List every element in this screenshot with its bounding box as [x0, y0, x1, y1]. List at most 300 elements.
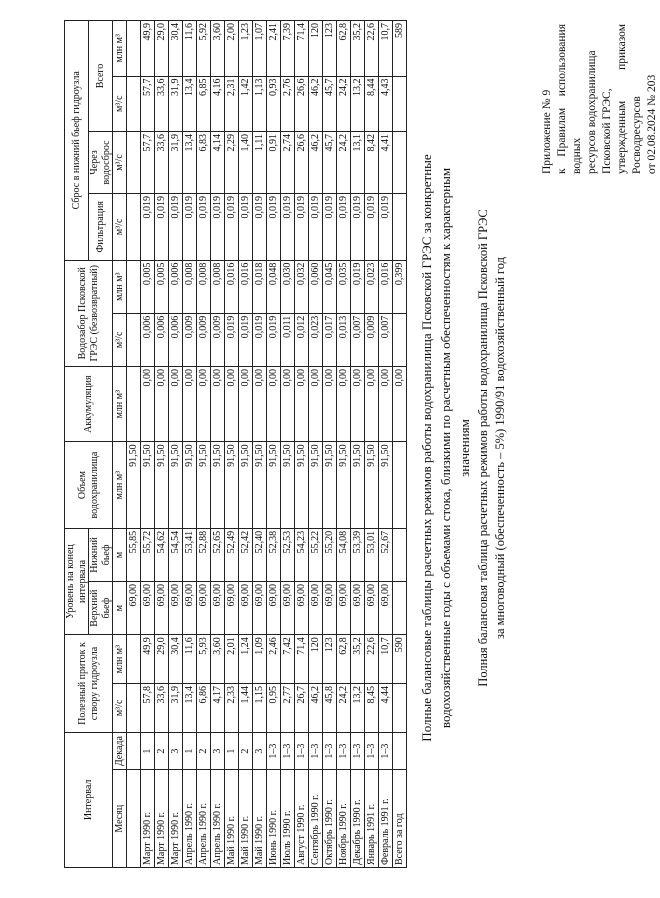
- table-row: [211, 21, 225, 868]
- cell-lower-level: 53,01: [365, 528, 379, 581]
- cell-upper-level: 69,00: [267, 582, 281, 635]
- cell-total-m3s: 2,76: [281, 76, 295, 131]
- cell-decade: 1–3: [295, 732, 309, 770]
- appendix-header: [540, 24, 660, 174]
- cell-accumulation: 0,00: [379, 366, 393, 441]
- cell-total-mln: 62,8: [337, 21, 351, 77]
- cell-spillway: 13,4: [183, 131, 197, 193]
- cell-decade: 1: [183, 732, 197, 770]
- cell-total-m3s: [127, 76, 141, 131]
- cell-decade: 1–3: [323, 732, 337, 770]
- cell-total-m3s: 57,7: [141, 76, 155, 131]
- cell-inflow-m3s: 26,7: [295, 684, 309, 733]
- table-row: [155, 21, 169, 868]
- cell-intake-m3s: 0,023: [309, 313, 323, 366]
- cell-total-mln: 1,23: [239, 21, 253, 77]
- cell-volume: 91,50: [155, 442, 169, 528]
- appendix-line: к Правилам использования водных: [555, 24, 583, 174]
- cell-accumulation: 0,00: [337, 366, 351, 441]
- cell-filtration: 0,019: [253, 194, 267, 261]
- cell-inflow-m3s: [393, 684, 407, 733]
- table-row: [141, 21, 155, 868]
- cell-upper-level: 69,00: [211, 582, 225, 635]
- cell-inflow-mln: 35,2: [351, 635, 365, 684]
- cell-month: Апрель 1990 г.: [211, 770, 225, 868]
- table-row: [183, 21, 197, 868]
- cell-upper-level: 69,00: [155, 582, 169, 635]
- cell-upper-level: 69,00: [323, 582, 337, 635]
- cell-volume: 91,50: [225, 442, 239, 528]
- cell-volume: 91,50: [239, 442, 253, 528]
- cell-decade: [127, 732, 141, 770]
- cell-volume: 91,50: [169, 442, 183, 528]
- cell-volume: 91,50: [309, 442, 323, 528]
- cell-accumulation: 0,00: [225, 366, 239, 441]
- cell-inflow-mln: 30,4: [169, 635, 183, 684]
- cell-decade: 1–3: [337, 732, 351, 770]
- cell-lower-level: 52,49: [225, 528, 239, 581]
- units-row: [113, 21, 127, 868]
- cell-lower-level: 54,62: [155, 528, 169, 581]
- cell-intake-mln: 0,016: [225, 260, 239, 313]
- cell-inflow-m3s: 45,8: [323, 684, 337, 733]
- table-row: [337, 21, 351, 868]
- cell-upper-level: 69,00: [351, 582, 365, 635]
- cell-decade: 3: [211, 732, 225, 770]
- cell-upper-level: 69,00: [379, 582, 393, 635]
- cell-filtration: 0,019: [183, 194, 197, 261]
- cell-total-m3s: 8,44: [365, 76, 379, 131]
- appendix-line: утвержденным приказом Росводресурсов: [615, 24, 643, 174]
- unit: млн м³: [113, 442, 127, 528]
- cell-month: Июнь 1990 г.: [267, 770, 281, 868]
- cell-inflow-mln: 11,6: [183, 635, 197, 684]
- cell-lower-level: [393, 528, 407, 581]
- cell-total-m3s: 13,2: [351, 76, 365, 131]
- cell-spillway: 1,40: [239, 131, 253, 193]
- cell-intake-m3s: [393, 313, 407, 366]
- appendix-line: от 02.08.2024 № 203: [645, 74, 658, 174]
- cell-decade: 2: [155, 732, 169, 770]
- cell-intake-m3s: 0,011: [281, 313, 295, 366]
- cell-filtration: 0,019: [351, 194, 365, 261]
- cell-accumulation: 0,00: [211, 366, 225, 441]
- cell-upper-level: 69,00: [197, 582, 211, 635]
- cell-decade: 1–3: [281, 732, 295, 770]
- cell-lower-level: 54,23: [295, 528, 309, 581]
- cell-inflow-mln: 5,93: [197, 635, 211, 684]
- cell-inflow-m3s: 1,44: [239, 684, 253, 733]
- cell-spillway: 13,1: [351, 131, 365, 193]
- document-titles: [418, 98, 510, 798]
- cell-decade: 2: [239, 732, 253, 770]
- header-volume: Объем водохранилища: [65, 442, 113, 528]
- cell-upper-level: 69,00: [309, 582, 323, 635]
- cell-lower-level: 54,08: [337, 528, 351, 581]
- cell-volume: 91,50: [141, 442, 155, 528]
- cell-intake-m3s: 0,007: [351, 313, 365, 366]
- cell-lower-level: 52,40: [253, 528, 267, 581]
- cell-volume: 91,50: [127, 442, 141, 528]
- balance-table: [64, 20, 407, 868]
- table-title: Полная балансовая таблица расчетных режимов работы водохранилища Псковской ГРЭС: [475, 209, 490, 687]
- cell-accumulation: 0,00: [155, 366, 169, 441]
- cell-total-mln: 2,41: [267, 21, 281, 77]
- table-row: [295, 21, 309, 868]
- header-decade: Декада: [113, 732, 127, 770]
- cell-intake-mln: 0,019: [351, 260, 365, 313]
- cell-intake-mln: 0,045: [323, 260, 337, 313]
- cell-accumulation: 0,00: [281, 366, 295, 441]
- cell-total-m3s: 6,85: [197, 76, 211, 131]
- cell-filtration: 0,019: [281, 194, 295, 261]
- cell-total-mln: 35,2: [351, 21, 365, 77]
- cell-month: [127, 770, 141, 868]
- cell-lower-level: 55,20: [323, 528, 337, 581]
- cell-spillway: 33,6: [155, 131, 169, 193]
- cell-total-m3s: [393, 76, 407, 131]
- cell-inflow-mln: 120: [309, 635, 323, 684]
- cell-upper-level: 69,00: [365, 582, 379, 635]
- cell-total-m3s: 31,9: [169, 76, 183, 131]
- cell-intake-m3s: 0,009: [365, 313, 379, 366]
- cell-month: Май 1990 г.: [239, 770, 253, 868]
- cell-total-m3s: 2,31: [225, 76, 239, 131]
- header-level: Уровень на конец интервала: [65, 528, 89, 634]
- cell-inflow-mln: 62,8: [337, 635, 351, 684]
- cell-filtration: 0,019: [197, 194, 211, 261]
- cell-inflow-mln: 123: [323, 635, 337, 684]
- unit: млн м³: [113, 635, 127, 684]
- cell-total-mln: 10,7: [379, 21, 393, 77]
- cell-total-mln: 29,0: [155, 21, 169, 77]
- cell-decade: 1–3: [351, 732, 365, 770]
- cell-intake-mln: [127, 260, 141, 313]
- cell-upper-level: 69,00: [239, 582, 253, 635]
- cell-intake-mln: 0,008: [211, 260, 225, 313]
- cell-accumulation: 0,00: [365, 366, 379, 441]
- cell-spillway: 0,91: [267, 131, 281, 193]
- cell-filtration: [393, 194, 407, 261]
- cell-lower-level: 52,67: [379, 528, 393, 581]
- cell-total-m3s: 1,13: [253, 76, 267, 131]
- cell-spillway: 4,14: [211, 131, 225, 193]
- cell-month: Октябрь 1990 г.: [323, 770, 337, 868]
- cell-accumulation: 0,00: [183, 366, 197, 441]
- cell-total-mln: 1,07: [253, 21, 267, 77]
- main-title: Полные балансовые таблицы расчетных режимов работы водохранилища Псковской ГРЭС за конкретные водохозяйственные годы с объемами стока, близкими по расчетным обеспеченностям к характерным значениям: [419, 154, 472, 742]
- cell-lower-level: 53,41: [183, 528, 197, 581]
- cell-accumulation: 0,00: [267, 366, 281, 441]
- cell-month: Март 1990 г.: [169, 770, 183, 868]
- cell-intake-m3s: 0,013: [337, 313, 351, 366]
- cell-intake-m3s: 0,017: [323, 313, 337, 366]
- cell-month: Март 1990 г.: [155, 770, 169, 868]
- cell-spillway: 26,6: [295, 131, 309, 193]
- table-row: [197, 21, 211, 868]
- cell-inflow-m3s: 1,15: [253, 684, 267, 733]
- cell-intake-mln: 0,399: [393, 260, 407, 313]
- cell-inflow-m3s: 2,33: [225, 684, 239, 733]
- cell-total-mln: 120: [309, 21, 323, 77]
- cell-spillway: 2,29: [225, 131, 239, 193]
- cell-intake-m3s: 0,012: [295, 313, 309, 366]
- cell-upper-level: 69,00: [253, 582, 267, 635]
- cell-intake-mln: 0,032: [295, 260, 309, 313]
- cell-filtration: 0,019: [225, 194, 239, 261]
- table-row: [323, 21, 337, 868]
- cell-accumulation: 0,00: [323, 366, 337, 441]
- cell-intake-m3s: 0,006: [141, 313, 155, 366]
- cell-total-m3s: 33,6: [155, 76, 169, 131]
- cell-upper-level: 69,00: [169, 582, 183, 635]
- cell-total-m3s: 26,6: [295, 76, 309, 131]
- cell-inflow-mln: 29,0: [155, 635, 169, 684]
- cell-filtration: 0,019: [295, 194, 309, 261]
- cell-spillway: 45,7: [323, 131, 337, 193]
- cell-lower-level: 55,22: [309, 528, 323, 581]
- cell-inflow-m3s: 13,2: [351, 684, 365, 733]
- cell-filtration: 0,019: [337, 194, 351, 261]
- cell-spillway: 31,9: [169, 131, 183, 193]
- cell-filtration: 0,019: [239, 194, 253, 261]
- cell-total-mln: 3,60: [211, 21, 225, 77]
- cell-filtration: [127, 194, 141, 261]
- cell-total-m3s: 46,2: [309, 76, 323, 131]
- cell-decade: 1–3: [365, 732, 379, 770]
- cell-intake-mln: 0,018: [253, 260, 267, 313]
- cell-month: Февраль 1991 г.: [379, 770, 393, 868]
- cell-total-m3s: 4,43: [379, 76, 393, 131]
- table-row: [225, 21, 239, 868]
- cell-intake-mln: 0,048: [267, 260, 281, 313]
- cell-lower-level: 55,85: [127, 528, 141, 581]
- cell-accumulation: 0,00: [197, 366, 211, 441]
- cell-total-mln: 30,4: [169, 21, 183, 77]
- cell-spillway: 1,11: [253, 131, 267, 193]
- cell-spillway: 46,2: [309, 131, 323, 193]
- cell-inflow-m3s: 6,86: [197, 684, 211, 733]
- cell-spillway: 57,7: [141, 131, 155, 193]
- cell-inflow-mln: 3,60: [211, 635, 225, 684]
- cell-filtration: 0,019: [309, 194, 323, 261]
- cell-inflow-m3s: 4,44: [379, 684, 393, 733]
- cell-decade: 1–3: [309, 732, 323, 770]
- cell-intake-mln: 0,023: [365, 260, 379, 313]
- cell-inflow-mln: 590: [393, 635, 407, 684]
- cell-inflow-m3s: 0,95: [267, 684, 281, 733]
- unit: м³/с: [113, 194, 127, 261]
- cell-volume: 91,50: [197, 442, 211, 528]
- cell-upper-level: 69,00: [281, 582, 295, 635]
- cell-accumulation: 0,00: [309, 366, 323, 441]
- cell-volume: 91,50: [253, 442, 267, 528]
- cell-filtration: 0,019: [365, 194, 379, 261]
- table-row: [365, 21, 379, 868]
- cell-intake-mln: 0,005: [155, 260, 169, 313]
- cell-decade: [393, 732, 407, 770]
- cell-inflow-m3s: 33,6: [155, 684, 169, 733]
- cell-filtration: 0,019: [211, 194, 225, 261]
- unit: м³/с: [113, 313, 127, 366]
- cell-spillway: 6,83: [197, 131, 211, 193]
- cell-inflow-m3s: 2,77: [281, 684, 295, 733]
- cell-accumulation: 0,00: [253, 366, 267, 441]
- cell-total-mln: 123: [323, 21, 337, 77]
- cell-decade: 1: [225, 732, 239, 770]
- cell-intake-m3s: 0,006: [155, 313, 169, 366]
- cell-upper-level: [393, 582, 407, 635]
- cell-decade: 1–3: [379, 732, 393, 770]
- cell-spillway: [393, 131, 407, 193]
- header-filtration: Фильтрация: [89, 194, 113, 261]
- cell-volume: 91,50: [337, 442, 351, 528]
- cell-total-mln: [127, 21, 141, 77]
- cell-intake-m3s: 0,019: [267, 313, 281, 366]
- cell-intake-m3s: 0,007: [379, 313, 393, 366]
- cell-total-m3s: 45,7: [323, 76, 337, 131]
- table-row: [351, 21, 365, 868]
- cell-spillway: [127, 131, 141, 193]
- cell-spillway: 24,2: [337, 131, 351, 193]
- cell-lower-level: 54,54: [169, 528, 183, 581]
- cell-total-m3s: 1,42: [239, 76, 253, 131]
- cell-month: Апрель 1990 г.: [183, 770, 197, 868]
- unit: млн м³: [113, 366, 127, 441]
- cell-total-mln: 5,92: [197, 21, 211, 77]
- cell-month: Май 1990 г.: [253, 770, 267, 868]
- cell-filtration: 0,019: [323, 194, 337, 261]
- cell-spillway: 8,42: [365, 131, 379, 193]
- cell-inflow-mln: 1,09: [253, 635, 267, 684]
- table-row: [169, 21, 183, 868]
- cell-decade: 3: [169, 732, 183, 770]
- cell-filtration: 0,019: [155, 194, 169, 261]
- unit: м³/с: [113, 684, 127, 733]
- header-inflow: Полезный приток к створу гидроузла: [65, 635, 113, 733]
- cell-inflow-m3s: 31,9: [169, 684, 183, 733]
- cell-upper-level: 69,00: [295, 582, 309, 635]
- cell-inflow-m3s: 4,17: [211, 684, 225, 733]
- cell-upper-level: 69,00: [127, 582, 141, 635]
- cell-lower-level: 52,65: [211, 528, 225, 581]
- cell-intake-mln: 0,035: [337, 260, 351, 313]
- cell-accumulation: [127, 366, 141, 441]
- cell-volume: 91,50: [323, 442, 337, 528]
- cell-volume: 91,50: [295, 442, 309, 528]
- cell-volume: 91,50: [365, 442, 379, 528]
- unit: млн м³: [113, 21, 127, 77]
- cell-intake-mln: 0,060: [309, 260, 323, 313]
- header-spillway: Через водосброс: [89, 131, 113, 193]
- cell-month: Апрель 1990 г.: [197, 770, 211, 868]
- cell-filtration: 0,019: [141, 194, 155, 261]
- cell-filtration: 0,019: [169, 194, 183, 261]
- unit: м: [113, 528, 127, 581]
- header-lower-pool: Нижний бьеф: [89, 528, 113, 581]
- cell-upper-level: 69,00: [225, 582, 239, 635]
- header-upper-pool: Верхний бьеф: [89, 582, 113, 635]
- cell-lower-level: 52,53: [281, 528, 295, 581]
- cell-inflow-mln: 10,7: [379, 635, 393, 684]
- cell-accumulation: 0,00: [295, 366, 309, 441]
- table-row: [393, 21, 407, 868]
- cell-intake-mln: 0,030: [281, 260, 295, 313]
- header-month: Месяц: [113, 770, 127, 868]
- unit: м³/с: [113, 76, 127, 131]
- cell-month: Декабрь 1990 г.: [351, 770, 365, 868]
- appendix-line: ресурсов водохранилища Псковской ГРЭС,: [585, 50, 613, 174]
- cell-month: Всего за год: [393, 770, 407, 868]
- cell-total-mln: 589: [393, 21, 407, 77]
- cell-intake-m3s: 0,009: [183, 313, 197, 366]
- cell-inflow-mln: 2,46: [267, 635, 281, 684]
- cell-total-mln: 2,00: [225, 21, 239, 77]
- cell-upper-level: 69,00: [337, 582, 351, 635]
- cell-month: Август 1990 г.: [295, 770, 309, 868]
- cell-inflow-mln: 2,01: [225, 635, 239, 684]
- cell-lower-level: 52,88: [197, 528, 211, 581]
- table-row: [239, 21, 253, 868]
- cell-accumulation: 0,00: [169, 366, 183, 441]
- cell-intake-mln: 0,006: [169, 260, 183, 313]
- cell-intake-mln: 0,016: [379, 260, 393, 313]
- header-discharge: Сброс в нижний бьеф гидроузла: [65, 21, 89, 261]
- cell-total-mln: 11,6: [183, 21, 197, 77]
- cell-volume: 91,50: [379, 442, 393, 528]
- cell-upper-level: 69,00: [141, 582, 155, 635]
- unit: м³/с: [113, 131, 127, 193]
- cell-intake-m3s: 0,009: [197, 313, 211, 366]
- cell-inflow-mln: 1,24: [239, 635, 253, 684]
- cell-total-mln: 71,4: [295, 21, 309, 77]
- cell-inflow-mln: 71,4: [295, 635, 309, 684]
- cell-total-mln: 49,9: [141, 21, 155, 77]
- cell-intake-m3s: 0,019: [239, 313, 253, 366]
- cell-volume: 91,50: [351, 442, 365, 528]
- cell-decade: 1–3: [267, 732, 281, 770]
- cell-lower-level: 53,39: [351, 528, 365, 581]
- cell-inflow-m3s: 24,2: [337, 684, 351, 733]
- cell-total-mln: 22,6: [365, 21, 379, 77]
- cell-decade: 1: [141, 732, 155, 770]
- cell-month: Май 1990 г.: [225, 770, 239, 868]
- cell-inflow-mln: [127, 635, 141, 684]
- cell-inflow-mln: 22,6: [365, 635, 379, 684]
- table-row: [127, 21, 141, 868]
- unit: м: [113, 582, 127, 635]
- unit: млн м³: [113, 260, 127, 313]
- cell-volume: 91,50: [183, 442, 197, 528]
- cell-intake-m3s: [127, 313, 141, 366]
- cell-lower-level: 52,42: [239, 528, 253, 581]
- cell-volume: [393, 442, 407, 528]
- cell-inflow-m3s: 13,4: [183, 684, 197, 733]
- cell-month: Март 1990 г.: [141, 770, 155, 868]
- cell-upper-level: 69,00: [183, 582, 197, 635]
- table-row: [281, 21, 295, 868]
- header-intake: Водозабор Псковской ГРЭС (безвозвратный): [65, 260, 113, 366]
- cell-spillway: 2,74: [281, 131, 295, 193]
- cell-total-m3s: 24,2: [337, 76, 351, 131]
- header-row: [65, 21, 89, 868]
- cell-month: Июль 1990 г.: [281, 770, 295, 868]
- cell-total-m3s: 13,4: [183, 76, 197, 131]
- cell-intake-m3s: 0,006: [169, 313, 183, 366]
- cell-intake-mln: 0,008: [197, 260, 211, 313]
- cell-month: Ноябрь 1990 г.: [337, 770, 351, 868]
- cell-inflow-mln: 49,9: [141, 635, 155, 684]
